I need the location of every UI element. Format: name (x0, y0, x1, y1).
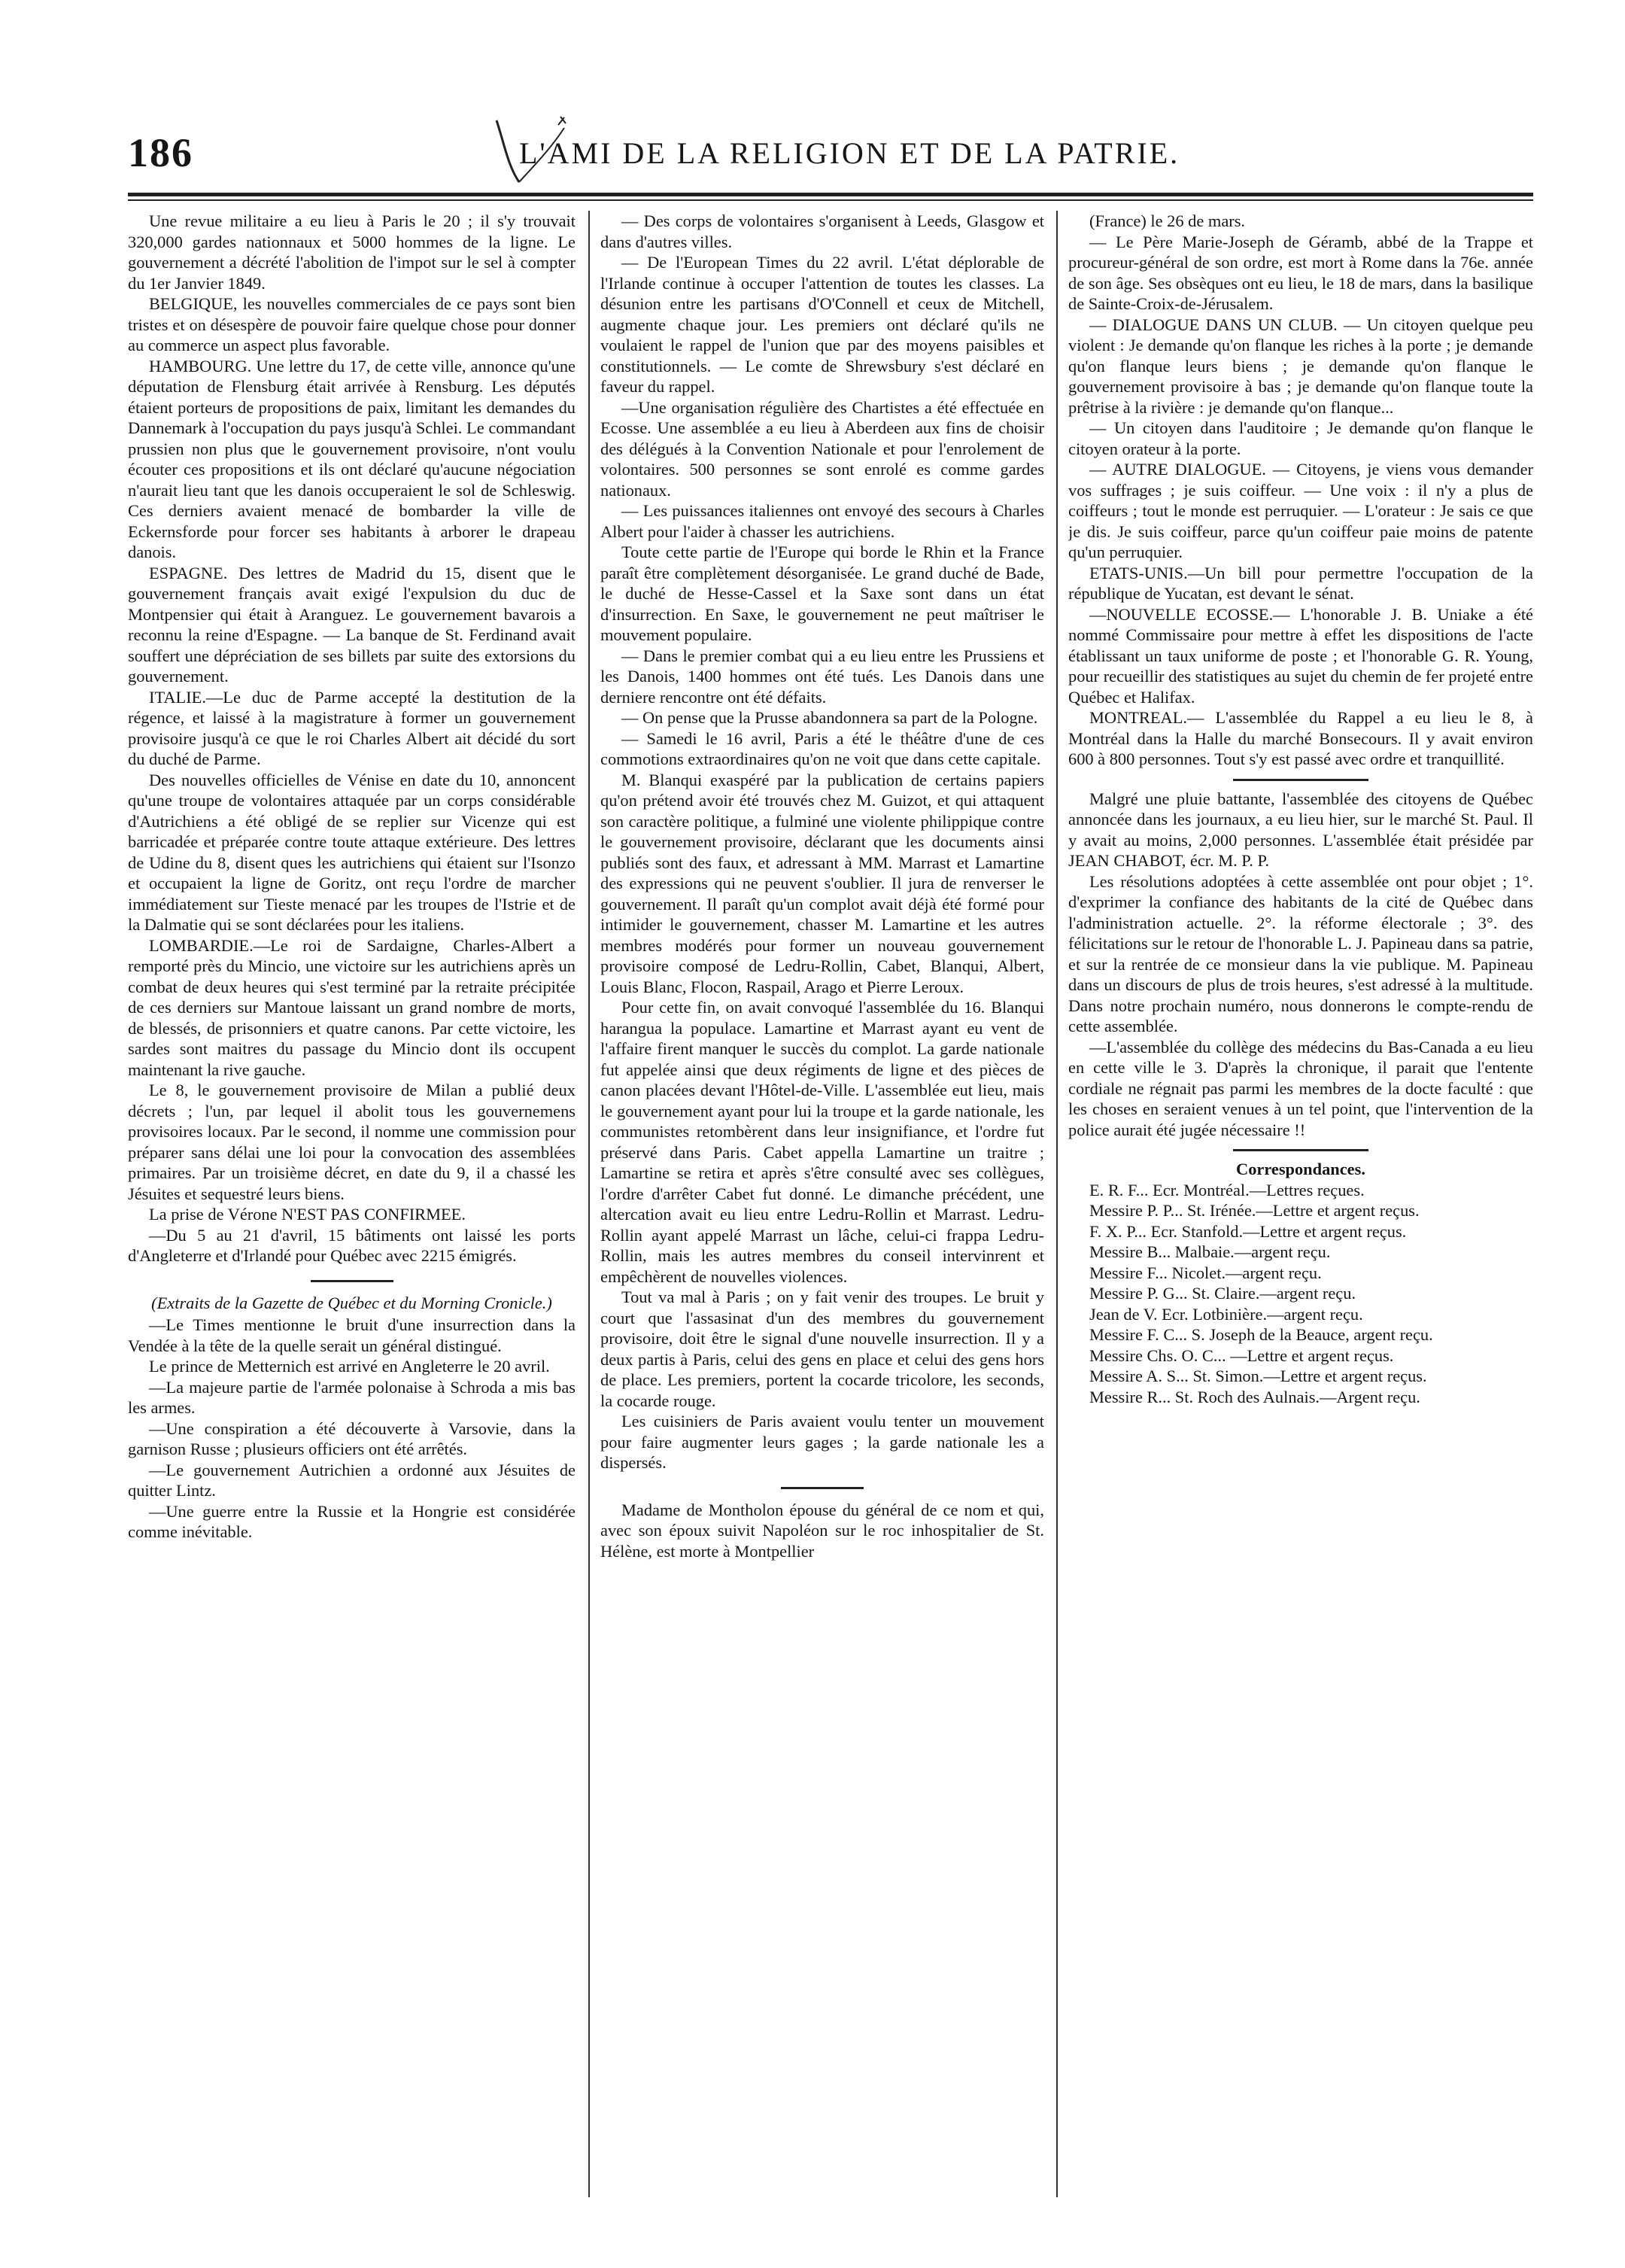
paragraph: (France) le 26 de mars. (1089, 211, 1246, 230)
paragraph: — Le Père Marie-Joseph de Géramb, abbé de la Trappe et procureur-général de son ordre, est mort à Rome dans la 76e. année de son âge. Ses obsèques ont eu lieu, le 18 de mars, dans la basilique de Sainte-Croix-de-Jérusalem. (1068, 232, 1533, 313)
running-title: L'AMI DE LA RELIGION ET DE LA PATRIE. (519, 136, 1180, 170)
correspondence-entry: Messire R... St. Roch des Aulnais.—Argent reçu. (1089, 1387, 1420, 1406)
paragraph: Madame de Montholon épouse du général de ce nom et qui, avec son époux suivit Napoléon sur le roc inhospitalier de St. Hélène, est morte à Montpellier (600, 1500, 1044, 1561)
column-separator (588, 211, 590, 2197)
paragraph: —Une conspiration a été découverte à Varsovie, dans la garnison Russe ; plusieurs officiers ont été arrêtés. (128, 1418, 576, 1458)
paragraph: Tout va mal à Paris ; on y fait venir des troupes. Le bruit y court que l'assasinat d'un des membres du gouvernement provisoire, doit être le signal d'une nouvelle insurrection. Il y a deux partis à Paris, celui des gens en place et celui des gens hors de place. Les premiers, portent la cocarde tricolore, les seconds, la cocarde rouge. (600, 1288, 1044, 1410)
paragraph: ESPAGNE. Des lettres de Madrid du 15, disent que le gouvernement français avait exigé l'expulsion du duc de Montpensier qui était à Aranguez. Le gouvernement bavarois a reconnu la reine d'Espagne. — La banque de St. Ferdinand avait souffert une dépréciation de ses billets par suite des extorsions du gouvernement. (128, 563, 576, 686)
section-divider (1233, 1149, 1368, 1151)
paragraph: MONTREAL.— L'assemblée du Rappel a eu lieu le 8, à Montréal dans la Halle du marché Bonsecours. Il y avait environ 600 à 800 personnes. Tout s'y est passé avec ordre et tranquillité. (1068, 708, 1533, 768)
paragraph: —Une organisation régulière des Chartistes a été effectuée en Ecosse. Une assemblée a eu lieu à Aberdeen aux fins de choisir des délégués à la Convention Nationale et pour l'enrolement de volontaires. 500 personnes se sont enrolé es comme gardes nationaux. (600, 397, 1044, 500)
column-2 (600, 211, 1044, 2257)
column-separator (1056, 211, 1058, 2197)
paragraph: Malgré une pluie battante, l'assemblée des citoyens de Québec annoncée dans les journaux, a eu lieu hier, sur le marché St. Paul. Il y avait au moins, 2,000 personnes. L'assemblée était présidée par JEAN CHABOT, écr. M. P. P. (1068, 789, 1533, 870)
paragraph: BELGIQUE, les nouvelles commerciales de ce pays sont bien tristes et on désespère de pouvoir faire quelque chose pour donner au commerce un aspect plus favorable. (128, 294, 576, 354)
correspondence-entry: Jean de V. Ecr. Lotbinière.—argent reçu. (1089, 1304, 1363, 1324)
correspondence-heading: Correspondances. (1236, 1160, 1365, 1178)
section-title: (Extraits de la Gazette de Québec et du Morning Cronicle.) (151, 1293, 552, 1312)
paragraph: Des nouvelles officielles de Vénise en date du 10, annoncent qu'une troupe de volontaires attaquée par un corps considérable d'Autrichiens a été obligé de se replier sur Vicenze qui est barricadée et préparée contre toute attaque extérieure. Des lettres de Udine du 8, disent ques les autrichiens qui étaient sur l'Isonzo et occupaient la ligne de Goritz, ont reçu l'ordre de marcher immédiatement sur Tieste menacé par les troupes de l'Istrie et de la Dalmatie qui se sont déclarées pour les italiens. (128, 770, 576, 934)
correspondence-entry: Messire F. C... S. Joseph de la Beauce, argent reçu. (1089, 1325, 1433, 1344)
paragraph: La prise de Vérone N'EST PAS CONFIRMEE. (149, 1205, 466, 1224)
column-1 (128, 211, 576, 2257)
paragraph: HAMBOURG. Une lettre du 17, de cette ville, annonce qu'une députation de Flensburg était arrivée à Rensburg. Les députés étaient porteurs de propositions de paix, limitant les demandes du Dannemark à l'occupation du pays jusqu'à Schlei. Le commandant prussien non plus que le gouvernement provisoire, n'ont voulu écouter ces propositions et ils ont déclaré qu'aucune négociation n'aurait lieu tant que les danois occuperaient le sol de Schleswig. Ces derniers avaient menacé de bombarder la ville de Eckernsforde pour forcer ses habitants à arborer le drapeau danois. (128, 356, 576, 561)
paragraph: — De l'European Times du 22 avril. L'état déplorable de l'Irlande continue à occuper l'attention de toutes les classes. La désunion entre les partisans d'O'Connell et ceux de Mitchell, augmente chaque jour. Les premiers ont déclaré qu'ils ne voulaient le rappel de l'union que par des moyens paisibles et constitutionnels. — Le comte de Shrewsbury s'est déclaré en faveur du rappel. (600, 253, 1044, 396)
paragraph: ETATS-UNIS.—Un bill pour permettre l'occupation de la république de Yucatan, est devant le sénat. (1068, 563, 1533, 603)
paragraph: — DIALOGUE DANS UN CLUB. — Un citoyen quelque peu violent : Je demande qu'on flanque les riches à la porte ; je demande qu'on flanque leurs biens ; je demande qu'on flanque le gouvernement provisoire à bas ; je demande qu'on flanque toute la prêtrise à la rivière : je demande qu'on flanque... (1068, 315, 1533, 417)
section-divider (781, 1487, 864, 1489)
paragraph: Pour cette fin, on avait convoqué l'assemblée du 16. Blanqui harangua la populace. Lamartine et Marrast ayant eu vent de l'affaire firent manquer le succès du complot. La garde nationale fut appelée ainsi que deux régiments de ligne et des pièces de canon placées devant l'Hôtel-de-Ville. L'assemblée eut lieu, mais le gouvernement ayant pour lui la troupe et la garde nationale, les communistes retombèrent dans leur insignifiance, et l'ordre fut préservé dans Paris. Cabet appella Lamartine un traitre ; Lamartine se retira et après s'être consulté avec ses collègues, l'ordre d'arrêter Cabet fut donné. Le dimanche précédent, une altercation avait eu lieu entre Ledru-Rollin et Marrast. Ledru-Rollin ayant appelé Marrast un lâche, celui-ci frappa Ledru-Rollin, mais les autres membres du conseil intervinrent et empêchèrent de nouvelles violences. (600, 998, 1044, 1286)
correspondence-entry: Messire B... Malbaie.—argent reçu. (1089, 1242, 1331, 1261)
paragraph: —L'assemblée du collège des médecins du Bas-Canada a eu lieu en cette ville le 3. D'après la chronique, il parait que l'entente cordiale ne régnait pas parmi les membres de la docte faculté : que les choses en seraient venues à un tel point, que l'intervention de la police aurait été jugée nécessaire !! (1068, 1037, 1533, 1139)
correspondence-entry: Messire P. P... St. Irénée.—Lettre et argent reçus. (1089, 1201, 1420, 1220)
paragraph: —NOUVELLE ECOSSE.— L'honorable J. B. Uniake a été nommé Commissaire pour mettre à effet les dispositions de l'acte établissant un taux uniforme de poste ; et l'honorable G. R. Young, pour recueillir des statistiques au sujet du chemin de fer projeté entre Québec et Halifax. (1068, 604, 1533, 707)
paragraph: LOMBARDIE.—Le roi de Sardaigne, Charles-Albert a remporté près du Mincio, une victoire sur les autrichiens après un combat de deux heures qui s'est terminé par la retraite précipitée de ces derniers sur Mantoue laissant un grand nombre de morts, de blessés, de prisonniers et quatre canons. Par cette victoire, les sardes sont maitres du passage du Mincio dont ils occupent maintenant la rive gauche. (128, 935, 576, 1079)
paragraph: — Les puissances italiennes ont envoyé des secours à Charles Albert pour l'aider à chasser les autrichiens. (600, 501, 1044, 541)
paragraph: — Dans le premier combat qui a eu lieu entre les Prussiens et les Danois, 1400 hommes ont été tués. Les Danois dans une derniere rencontre ont été défaits. (600, 646, 1044, 707)
correspondence-entry: Messire Chs. O. C... —Lettre et argent reçus. (1089, 1345, 1394, 1365)
article-columns (128, 211, 1533, 2257)
header-rule-thin (128, 199, 1533, 201)
correspondence-entry: Messire F... Nicolet.—argent reçu. (1089, 1263, 1322, 1282)
paragraph: Les cuisiniers de Paris avaient voulu tenter un mouvement pour faire augmenter leurs gages ; la garde nationale les a dispersés. (600, 1412, 1044, 1472)
paragraph: —Une guerre entre la Russie et la Hongrie est considérée comme inévitable. (128, 1501, 576, 1541)
paragraph: —Le Times mentionne le bruit d'une insurrection dans la Vendée à la tête de la quelle serait un général distingué. (128, 1315, 576, 1355)
paragraph: —Le gouvernement Autrichien a ordonné aux Jésuites de quitter Lintz. (128, 1460, 576, 1500)
paragraph: ITALIE.—Le duc de Parme accepté la destitution de la régence, et laissé à la magistrature à former un gouvernement provisoire jusqu'à ce que le roi Charles Albert ait décidé du sort du duché de Parme. (128, 687, 576, 768)
paragraph: — Samedi le 16 avril, Paris a été le théâtre d'une de ces commotions extraordinaires qu'on ne voit que dans cette capitale. (600, 728, 1044, 768)
paragraph: M. Blanqui exaspéré par la publication de certains papiers qu'on prétend avoir été trouvés chez M. Guizot, et qui attaquent son caractère politique, a fulminé une violente philippique contre le gouvernement provisoire, déclarant que les documents ainsi publiés sont des faux, et adressant à MM. Marrast et Lamartine des expressions qui ne peuvent s'oublier. Il jura de renverser le gouvernement. Il paraît qu'un complot avait déjà été formé pour intimider le gouvernement, chasser M. Lamartine et les autres membres modérés pour former un nouveau gouvernement provisoire composé de Ledru-Rollin, Cabet, Blanqui, Albert, Louis Blanc, Flocon, Raspail, Arago et Pierre Leroux. (600, 770, 1044, 996)
paragraph: —La majeure partie de l'armée polonaise à Schroda a mis bas les armes. (128, 1377, 576, 1417)
page-header (128, 105, 1533, 188)
correspondence-entry: Messire A. S... St. Simon.—Lettre et argent reçus. (1089, 1367, 1427, 1385)
page-number: 186 (128, 130, 193, 175)
section-divider (1233, 779, 1368, 781)
paragraph: — Un citoyen dans l'auditoire ; Je demande qu'on flanque le citoyen orateur à la porte. (1068, 418, 1533, 458)
correspondence-entry: E. R. F... Ecr. Montréal.—Lettres reçues. (1089, 1180, 1365, 1199)
correspondence-entry: Messire P. G... St. Claire.—argent reçu. (1089, 1284, 1356, 1303)
paragraph: Toute cette partie de l'Europe qui borde le Rhin et la France paraît être complètement désorganisée. Le grand duché de Bade, le duché de Hesse-Cassel et la Saxe sont dans un état d'insurrection. En Saxe, le gouvernement ne peut maîtriser le mouvement populaire. (600, 543, 1044, 644)
correspondence-entry: F. X. P... Ecr. Stanfold.—Lettre et argent reçus. (1089, 1221, 1407, 1241)
header-rule-thick (128, 193, 1533, 196)
paragraph: Le prince de Metternich est arrivé en Angleterre le 20 avril. (149, 1357, 550, 1376)
paragraph: — AUTRE DIALOGUE. — Citoyens, je viens vous demander vos suffrages ; je suis coiffeur. — Une voix : il n'y a plus de coiffeurs ; tout le monde est perruquier. — L'orateur : Je sais ce que je dis. Je suis coiffeur, parce qu'un coiffeur paie moins de patente qu'un perruquier. (1068, 460, 1533, 561)
paragraph: — On pense que la Prusse abandonnera sa part de la Pologne. (621, 708, 1038, 727)
paragraph: Les résolutions adoptées à cette assemblée ont pour objet ; 1°. d'exprimer la confiance des habitants de la cité de Québec dans l'administration actuelle. 2°. la réforme électorale ; 3°. des félicitations sur le retour de l'honorable L. J. Papineau dans sa patrie, et sur la rentrée de ce monsieur dans la vie publique. M. Papineau dans un discours de plus de trois heures, s'est adressé à la multitude. Dans notre prochain numéro, nous donnerons le compte-rendu de cette assemblée. (1068, 871, 1533, 1035)
paragraph: — Des corps de volontaires s'organisent à Leeds, Glasgow et dans d'autres villes. (600, 211, 1044, 251)
section-divider (311, 1280, 393, 1282)
column-3 (1068, 211, 1533, 2257)
paragraph: Une revue militaire a eu lieu à Paris le 20 ; il s'y trouvait 320,000 gardes nationnaux et 5000 hommes de la ligne. Le gouvernement a décrété l'abolition de l'impot sur le sel à compter du 1er Janvier 1849. (128, 211, 576, 293)
paragraph: —Du 5 au 21 d'avril, 15 bâtiments ont laissé les ports d'Angleterre et d'Irlandé pour Québec avec 2215 émigrés. (128, 1225, 576, 1265)
paragraph: Le 8, le gouvernement provisoire de Milan a publié deux décrets ; l'un, par lequel il abolit tous les gouvernemens provisoires locaux. Par le second, il nomme une commission pour préparer sans délai une loi pour la convocation des assemblées primaires. Par un troisième décret, en date du 9, il a chassé les Jésuites et sequestré leurs biens. (128, 1081, 576, 1203)
